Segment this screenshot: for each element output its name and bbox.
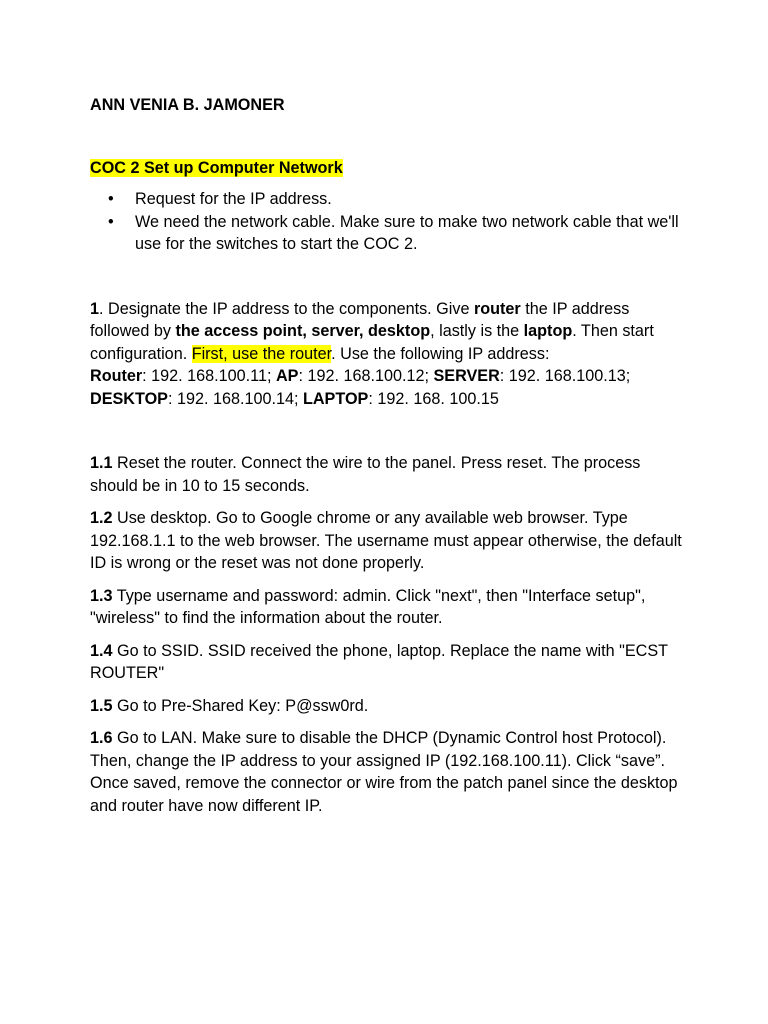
substep-number: 1.5 <box>90 696 113 715</box>
substep-number: 1.4 <box>90 641 113 660</box>
step-number: 1 <box>90 299 100 318</box>
list-item <box>108 188 690 211</box>
highlighted-text: First, use the router <box>191 344 332 363</box>
substep-number: 1.1 <box>90 454 113 472</box>
device-ip: : 192. 168.100.11; <box>142 367 276 385</box>
step-text: the IP address followed by <box>90 299 630 340</box>
step-text: . Use the following IP address: <box>331 344 550 363</box>
device-ip: : 192. 168.100.14; <box>167 389 303 408</box>
substep-paragraph <box>90 452 690 497</box>
author-name: ANN VENIA B. JAMONER <box>90 96 285 114</box>
document-page <box>90 94 690 827</box>
device-label: LAPTOP <box>302 389 369 408</box>
step-text: . Designate the IP address to the components. Give <box>99 299 474 318</box>
substep-text: Type username and password: admin. Click "next", then "Interface setup", "wireless" to find the information about the router. <box>90 586 646 627</box>
step-text: . Then start configuration. <box>90 322 654 363</box>
substep-text: Go to Pre-Shared Key: P@ssw0rd. <box>112 696 369 715</box>
device-ip: : 192. 168.100.12; <box>298 367 434 385</box>
substep-paragraph <box>90 507 690 575</box>
substep-text: Go to SSID. SSID received the phone, laptop. Replace the name with "ECST ROUTER" <box>90 641 668 682</box>
list-item-text: Request for the IP address. <box>135 190 332 208</box>
substeps-section <box>90 452 690 817</box>
device-label: Router <box>90 367 143 385</box>
bullet-icon: • <box>108 212 114 231</box>
substep-paragraph <box>90 727 690 817</box>
bold-term: laptop <box>523 322 573 340</box>
substep-paragraph <box>90 695 690 718</box>
device-label: SERVER <box>433 367 500 385</box>
bullet-icon: • <box>108 190 114 208</box>
substep-paragraph <box>90 585 690 630</box>
substep-number: 1.6 <box>90 729 113 747</box>
bold-term: the access point, server, desktop <box>175 322 431 340</box>
requirements-list <box>90 188 690 256</box>
document-heading <box>90 157 690 180</box>
substep-text: Go to LAN. Make sure to disable the DHCP (Dynamic Control host Protocol). Then, change the IP address to your assigned IP (192.168.100.11). Click “save”. Once saved, remove the connector or wire from the patch panel since the desktop and router have now different IP. <box>90 729 678 815</box>
step-text: , lastly is the <box>430 322 524 340</box>
substep-text: Reset the router. Connect the wire to the panel. Press reset. The process should be in 10 to 15 seconds. <box>90 454 641 495</box>
bold-term: router <box>473 299 521 318</box>
device-ip: : 192. 168. 100.15 <box>368 389 499 408</box>
substep-number: 1.3 <box>90 586 113 605</box>
device-label: AP <box>275 367 299 385</box>
list-item-text: We need the network cable. Make sure to make two network cable that we'll use for the switches to start the COC 2. <box>135 212 679 253</box>
step-1-paragraph <box>90 298 690 411</box>
substep-number: 1.2 <box>90 509 113 527</box>
device-label: DESKTOP <box>90 389 168 408</box>
list-item <box>108 211 690 256</box>
substep-paragraph <box>90 640 690 685</box>
heading-highlight: COC 2 Set up Computer Network <box>90 158 343 177</box>
device-ip: : 192. 168.100.13; <box>499 367 631 385</box>
substep-text: Use desktop. Go to Google chrome or any available web browser. Type 192.168.1.1 to the web browser. The username must appear otherwise, the default ID is wrong or the reset was not done properly. <box>90 509 682 572</box>
